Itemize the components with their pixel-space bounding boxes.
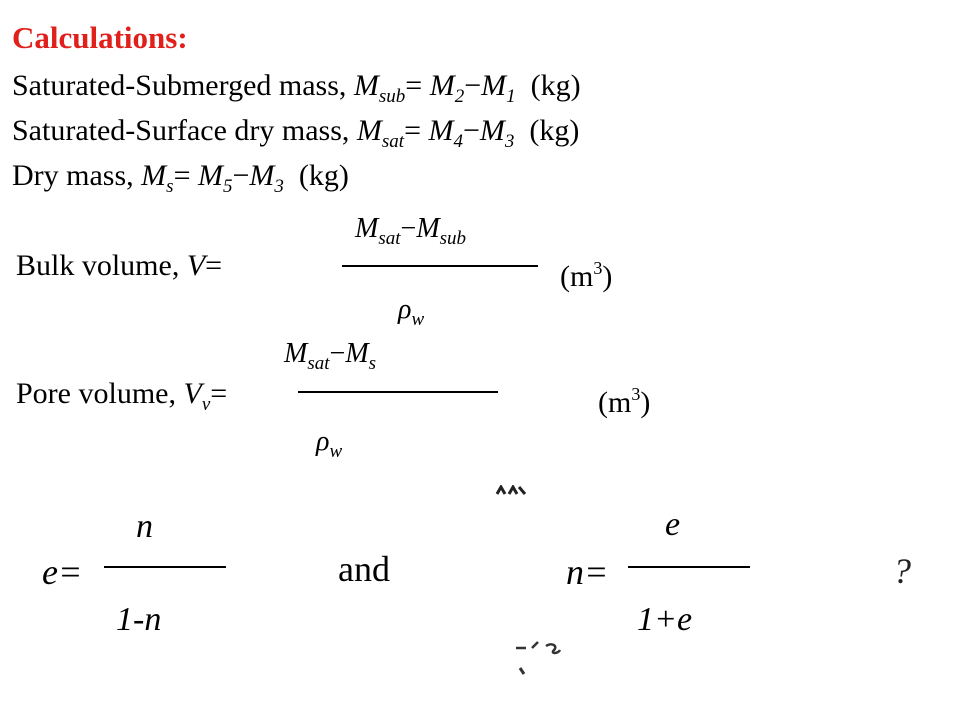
pore-denominator [316,425,342,469]
pore-den-sub: w [329,441,343,462]
dry-mass-line [12,158,349,205]
pore-num-b-sub: s [368,353,377,374]
lhs-symbol: M [356,114,382,147]
minus-sign: − [232,159,250,192]
lhs-subscript: sub [378,86,406,107]
e-fraction-bar [104,566,226,568]
equals-sign: = [173,159,198,192]
lhs-subscript: sat [381,131,405,152]
pore-unit-base: (m [598,386,632,419]
e-denominator: 1-n [116,601,162,638]
clipped-glyph-bottom [512,640,564,676]
pore-numerator [284,337,376,381]
surface-dry-mass-line [12,113,579,160]
lhs-subscript: s [166,176,174,197]
pore-num-a-sub: sat [307,353,330,374]
equals-sign: = [405,69,430,102]
n-fraction-bar [628,566,750,568]
bulk-den-rho: ρ [398,294,412,325]
unit-label: (kg) [283,159,349,192]
unit-label: (kg) [515,69,581,102]
bulk-unit-close: ) [602,260,613,293]
term-b: M [249,159,275,192]
line-prefix: Dry mass, [12,159,142,192]
n-numerator: e [665,506,681,543]
calculations-heading: Calculations: [12,20,188,55]
equals-sign: = [404,114,429,147]
e-numerator: n [136,508,153,545]
bulk-den-sub: w [411,309,425,330]
pore-num-b: M [345,338,369,369]
line-prefix: Saturated-Surface dry mass, [12,114,357,147]
bulk-label-text: Bulk volume, [16,249,187,282]
bulk-num-a-sub: sat [378,228,401,249]
pore-unit [598,376,650,421]
line-prefix: Saturated-Submerged mass, [12,69,354,102]
bulk-fraction-bar [342,265,538,267]
bulk-num-a: M [355,213,379,244]
bulk-unit-sup: 3 [593,258,603,278]
term-b: M [479,114,505,147]
bulk-num-b: M [416,213,440,244]
term-a: M [428,114,454,147]
clipped-glyph-top [495,480,529,490]
pore-num-a: M [284,338,308,369]
unit-label: (kg) [514,114,580,147]
pore-volume-label [16,376,227,423]
pore-unit-sup: 3 [631,384,641,404]
bulk-minus: − [400,213,417,244]
and-word: and [338,549,390,589]
n-lhs: n= [566,552,609,592]
submerged-mass-line [12,68,581,115]
bulk-unit-base: (m [560,260,594,293]
pore-equals: = [210,377,228,410]
pore-fraction-bar [298,391,498,393]
pore-den-rho: ρ [316,426,330,457]
bulk-volume-label [16,248,222,284]
lhs-symbol: M [353,69,379,102]
minus-sign: − [464,69,482,102]
question-mark: ? [893,551,911,591]
term-a-subscript: 4 [453,131,463,152]
pore-label-text: Pore volume, [16,377,184,410]
bulk-equals: = [205,249,223,282]
minus-sign: − [463,114,480,147]
bulk-denominator [398,293,424,337]
term-a-subscript: 5 [222,176,233,197]
term-a: M [429,69,455,102]
lhs-symbol: M [141,159,167,192]
bulk-num-b-sub: sub [439,228,467,249]
n-denominator: 1+e [637,601,693,638]
bulk-var: V [186,249,206,282]
pore-var-sub: v [201,394,211,415]
pore-unit-close: ) [640,386,651,419]
term-a-subscript: 2 [454,86,465,107]
bulk-unit [560,250,612,295]
term-b-subscript: 3 [504,131,515,152]
term-b-subscript: 3 [274,176,284,197]
term-b-subscript: 1 [506,86,516,107]
e-lhs: e= [42,552,83,592]
pore-minus: − [329,338,346,369]
term-a: M [197,159,223,192]
bulk-numerator [355,212,466,256]
pore-var: V [183,377,202,410]
term-b: M [481,69,507,102]
